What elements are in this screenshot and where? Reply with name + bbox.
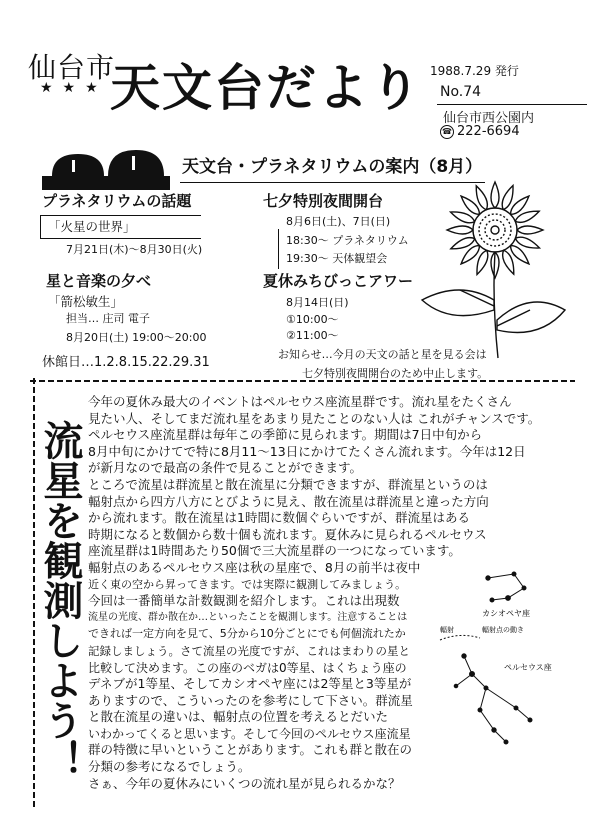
phone-icon: ☎ bbox=[440, 125, 454, 139]
article-line: 見たい人、そしてまだ流れ星をあまり見たことのない人は これがチャンスです。 bbox=[88, 410, 541, 426]
article-line: ところで流星は群流星と散在流星に分類できますが、群流星というのは bbox=[88, 476, 488, 492]
publisher-address: 仙台市西公園内 bbox=[443, 111, 535, 126]
notice-line-1: お知らせ…今月の天文の話と星を見る会は bbox=[278, 348, 487, 361]
issue-date: 1988.7.29 発行 bbox=[430, 64, 519, 78]
article-line: 輻射点のあるペルセウス座は秋の星座で、8月の前半は夜中 bbox=[88, 559, 421, 575]
sunflower-illustration bbox=[400, 180, 570, 360]
phone-number: 222-6694 bbox=[457, 124, 520, 139]
newsletter-title: 天文台だより bbox=[110, 59, 422, 117]
issue-number: No.74 bbox=[440, 84, 482, 100]
kids-hour-session-2: ②11:00～ bbox=[286, 329, 339, 342]
article-line: 近く東の空から昇ってきます。では実際に観測してみましょう。 bbox=[88, 577, 407, 591]
kids-hour-date: 8月14日(日) bbox=[286, 296, 349, 309]
stars-decoration: ★★★ bbox=[40, 80, 108, 96]
article-line: 流星の光度、群か散在か…といったことを観測します。注意することは bbox=[88, 611, 408, 623]
notice-line-2: 七夕特別夜間開台のため中止します。 bbox=[302, 367, 489, 380]
article-line: いわかってくると思います。そして今回のペルセウス座流星 bbox=[88, 726, 411, 741]
article-line: 群の特徴に早いということがあります。これも群と散在の bbox=[88, 742, 413, 758]
planetarium-program-title: 「火星の世界」 bbox=[48, 219, 136, 234]
observatory-dome-illustration bbox=[42, 146, 170, 190]
article-line: が新月なので最高の条件で見ることができます。 bbox=[88, 460, 363, 476]
article-line: ありますので、こういったのを参考にして下さい。群流星 bbox=[88, 692, 413, 708]
article-line: さぁ、今年の夏休みにいくつの流れ星が見られるかな？ bbox=[88, 775, 401, 791]
article-line: 輻射点から四方八方にとびように見え、散在流星は群流星と違った方向 bbox=[88, 493, 489, 509]
radiant-path bbox=[440, 635, 480, 640]
guide-heading: 天文台・プラネタリウムの案内（8月） bbox=[182, 157, 483, 177]
article-line: 座流星群は1時間あたり50個で三大流星群の一つになっています。 bbox=[88, 543, 461, 559]
article-line: と散在流星の違いは、輻射点の位置を考えるとだいた bbox=[88, 709, 389, 725]
planetarium-dates: 7月21日(木)～8月30日(火) bbox=[66, 243, 203, 256]
closed-days: 休館日…1.2.8.15.22.29.31 bbox=[42, 355, 210, 370]
perseus-label: ペルセウス座 bbox=[504, 663, 552, 672]
article-vertical-title: 流星を観測しよう！ bbox=[37, 420, 83, 780]
planetarium-heading: プラネタリウムの話題 bbox=[42, 192, 192, 210]
city-name: 仙台市 bbox=[28, 51, 116, 84]
tanabata-schedule-2: 19:30～ 天体観望会 bbox=[286, 252, 388, 265]
star-music-speaker: 担当… 庄司 電子 bbox=[66, 312, 150, 325]
radiant-motion-label: 輻射点の動き bbox=[482, 626, 524, 634]
article-line: 分類の参考になるでしょう。 bbox=[88, 759, 251, 775]
publisher-phone bbox=[440, 124, 520, 139]
constellation-figure bbox=[420, 570, 580, 760]
article-line: から流れます。散在流星は1時間に数個ぐらいですが、群流星はある bbox=[88, 510, 470, 526]
article-line: 時期になると数個から数十個も流れます。夏休みに見られるペルセウス bbox=[88, 526, 487, 542]
star-music-heading: 星と音楽の夕べ bbox=[46, 272, 152, 290]
cassiopeia-stars bbox=[486, 572, 526, 602]
star-music-title: 「箭松敏生」 bbox=[48, 294, 124, 309]
cassiopeia-label: カシオペヤ座 bbox=[482, 609, 530, 618]
radiant-label: 輻射 bbox=[440, 626, 454, 634]
article-line: 今回は一番簡単な計数観測を紹介します。これは出現数 bbox=[88, 593, 400, 609]
article-line: 比較して決めます。この座のベガは0等星、はくちょう座の bbox=[88, 660, 407, 675]
kids-hour-heading: 夏休みちびっこアワー bbox=[263, 272, 414, 290]
article-line: 記録しましょう。さて流星の光度ですが、これはまわりの星と bbox=[88, 643, 410, 658]
star-music-date: 8月20日(土) 19:00～20:00 bbox=[66, 331, 207, 344]
tanabata-date: 8月6日(土)、7日(日) bbox=[286, 215, 391, 228]
article-line: できれば一定方向を見て、5分から10分ごとにでも何個流れたか bbox=[88, 627, 406, 641]
article-line: デネブが1等星、そしてカシオペヤ座には2等星と3等星が bbox=[88, 676, 412, 692]
tanabata-heading: 七夕特別夜間開台 bbox=[263, 192, 384, 210]
article-line: ペルセウス座流星群は毎年この季節に見られます。期間は7日中旬から bbox=[88, 427, 483, 443]
article-top-border bbox=[30, 378, 575, 384]
tanabata-schedule-1: 18:30～ プラネタリウム bbox=[286, 234, 409, 247]
article-line: 今年の夏休み最大のイベントはペルセウス座流星群です。流れ星をたくさん bbox=[88, 394, 512, 409]
kids-hour-session-1: ①10:00～ bbox=[286, 313, 339, 326]
article-line: 8月中旬にかけてで特に8月11～13日にかけてたくさん流れます。今年は12日 bbox=[88, 443, 526, 459]
